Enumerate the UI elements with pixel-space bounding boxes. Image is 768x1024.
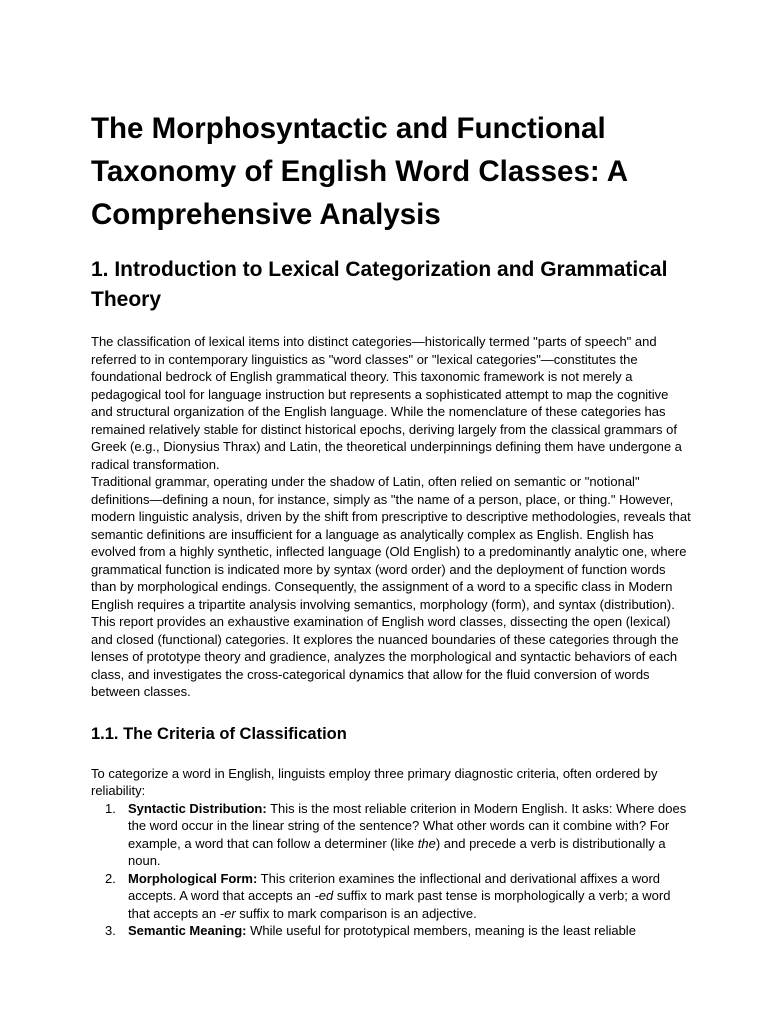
document-title: The Morphosyntactic and Functional Taxonomy of English Word Classes: A Comprehensive Analysis: [91, 112, 627, 231]
list-number: 1.: [105, 800, 116, 816]
criterion-text: ) and precede a verb is distributionally a noun.: [128, 835, 666, 868]
list-item: [91, 922, 691, 940]
document-page: [91, 107, 691, 940]
criterion-text: This criterion examines the inflectional and derivational affixes a word accepts. A word that accepts an: [128, 870, 661, 903]
list-number: 3.: [105, 923, 116, 938]
criterion-text: suffix to mark comparison is an adjective.: [235, 905, 477, 921]
criterion-term: Semantic Meaning:: [128, 923, 247, 938]
list-number: 2.: [105, 870, 116, 886]
criterion-text: This is the most reliable criterion in Modern English. It asks: Where does the word occur in the linear string of the sentence? What other words can it combine with? For example, a word that can follow a determiner (like: [128, 800, 687, 851]
paragraph: Traditional grammar, operating under the shadow of Latin, often relied on semantic or "notional" definitions—defining a noun, for instance, simply as "the name of a person, place, or thing." However, modern linguistic analysis, driven by the shift from prescriptive to descriptive methodologies, reveals that semantic definitions are insufficient for a language as analytically complex as English. English has evolved from a highly synthetic, inflected language (Old English) to a predominantly analytic one, where grammatical function is indicated more by syntax (word order) and the deployment of function words than by morphological endings. Consequently, the assignment of a word to a specific class in Modern English requires a tripartite analysis involving semantics, morphology (form), and syntax (distribution).: [91, 474, 691, 612]
criterion-term: Syntactic Distribution:: [128, 800, 267, 816]
paragraph: This report provides an exhaustive examination of English word classes, dissecting the open (lexical) and closed (functional) categories. It explores the nuanced boundaries of these categories through the lenses of prototype theory and gradience, analyzes the morphological and syntactic behaviors of each class, and investigates the cross-categorical dynamics that allow for the fluid conversion of words between classes.: [91, 614, 679, 699]
emphasis-suffix: -ed: [314, 888, 334, 903]
criterion-text: suffix to mark past tense is morphologically a verb; a word that accepts an: [128, 888, 671, 921]
criteria-intro: To categorize a word in English, linguists employ three primary diagnostic criteria, often ordered by reliability:: [91, 765, 658, 798]
list-item: [91, 800, 691, 870]
section-heading-introduction: 1. Introduction to Lexical Categorization and Grammatical Theory: [91, 258, 668, 311]
criteria-list: [91, 800, 691, 940]
emphasis-word: the: [417, 835, 436, 851]
subsection-heading-criteria: 1.1. The Criteria of Classification: [91, 724, 347, 743]
criterion-term: Morphological Form:: [128, 870, 258, 886]
emphasis-suffix: -er: [219, 905, 236, 921]
list-item: [91, 870, 691, 923]
paragraph: The classification of lexical items into distinct categories—historically termed "parts of speech" and referred to in contemporary linguistics as "word classes" or "lexical categories"—constitutes the foundational bedrock of English grammatical theory. This taxonomic framework is not merely a pedagogical tool for language instruction but represents a sophisticated attempt to map the cognitive and structural organization of the English language. While the nomenclature of these categories has remained relatively stable for distinct historical epochs, deriving largely from the classical grammars of Greek (e.g., Dionysius Thrax) and Latin, the theoretical underpinnings defining them have undergone a radical transformation.: [91, 334, 682, 472]
criterion-text: While useful for prototypical members, meaning is the least reliable: [246, 923, 636, 938]
